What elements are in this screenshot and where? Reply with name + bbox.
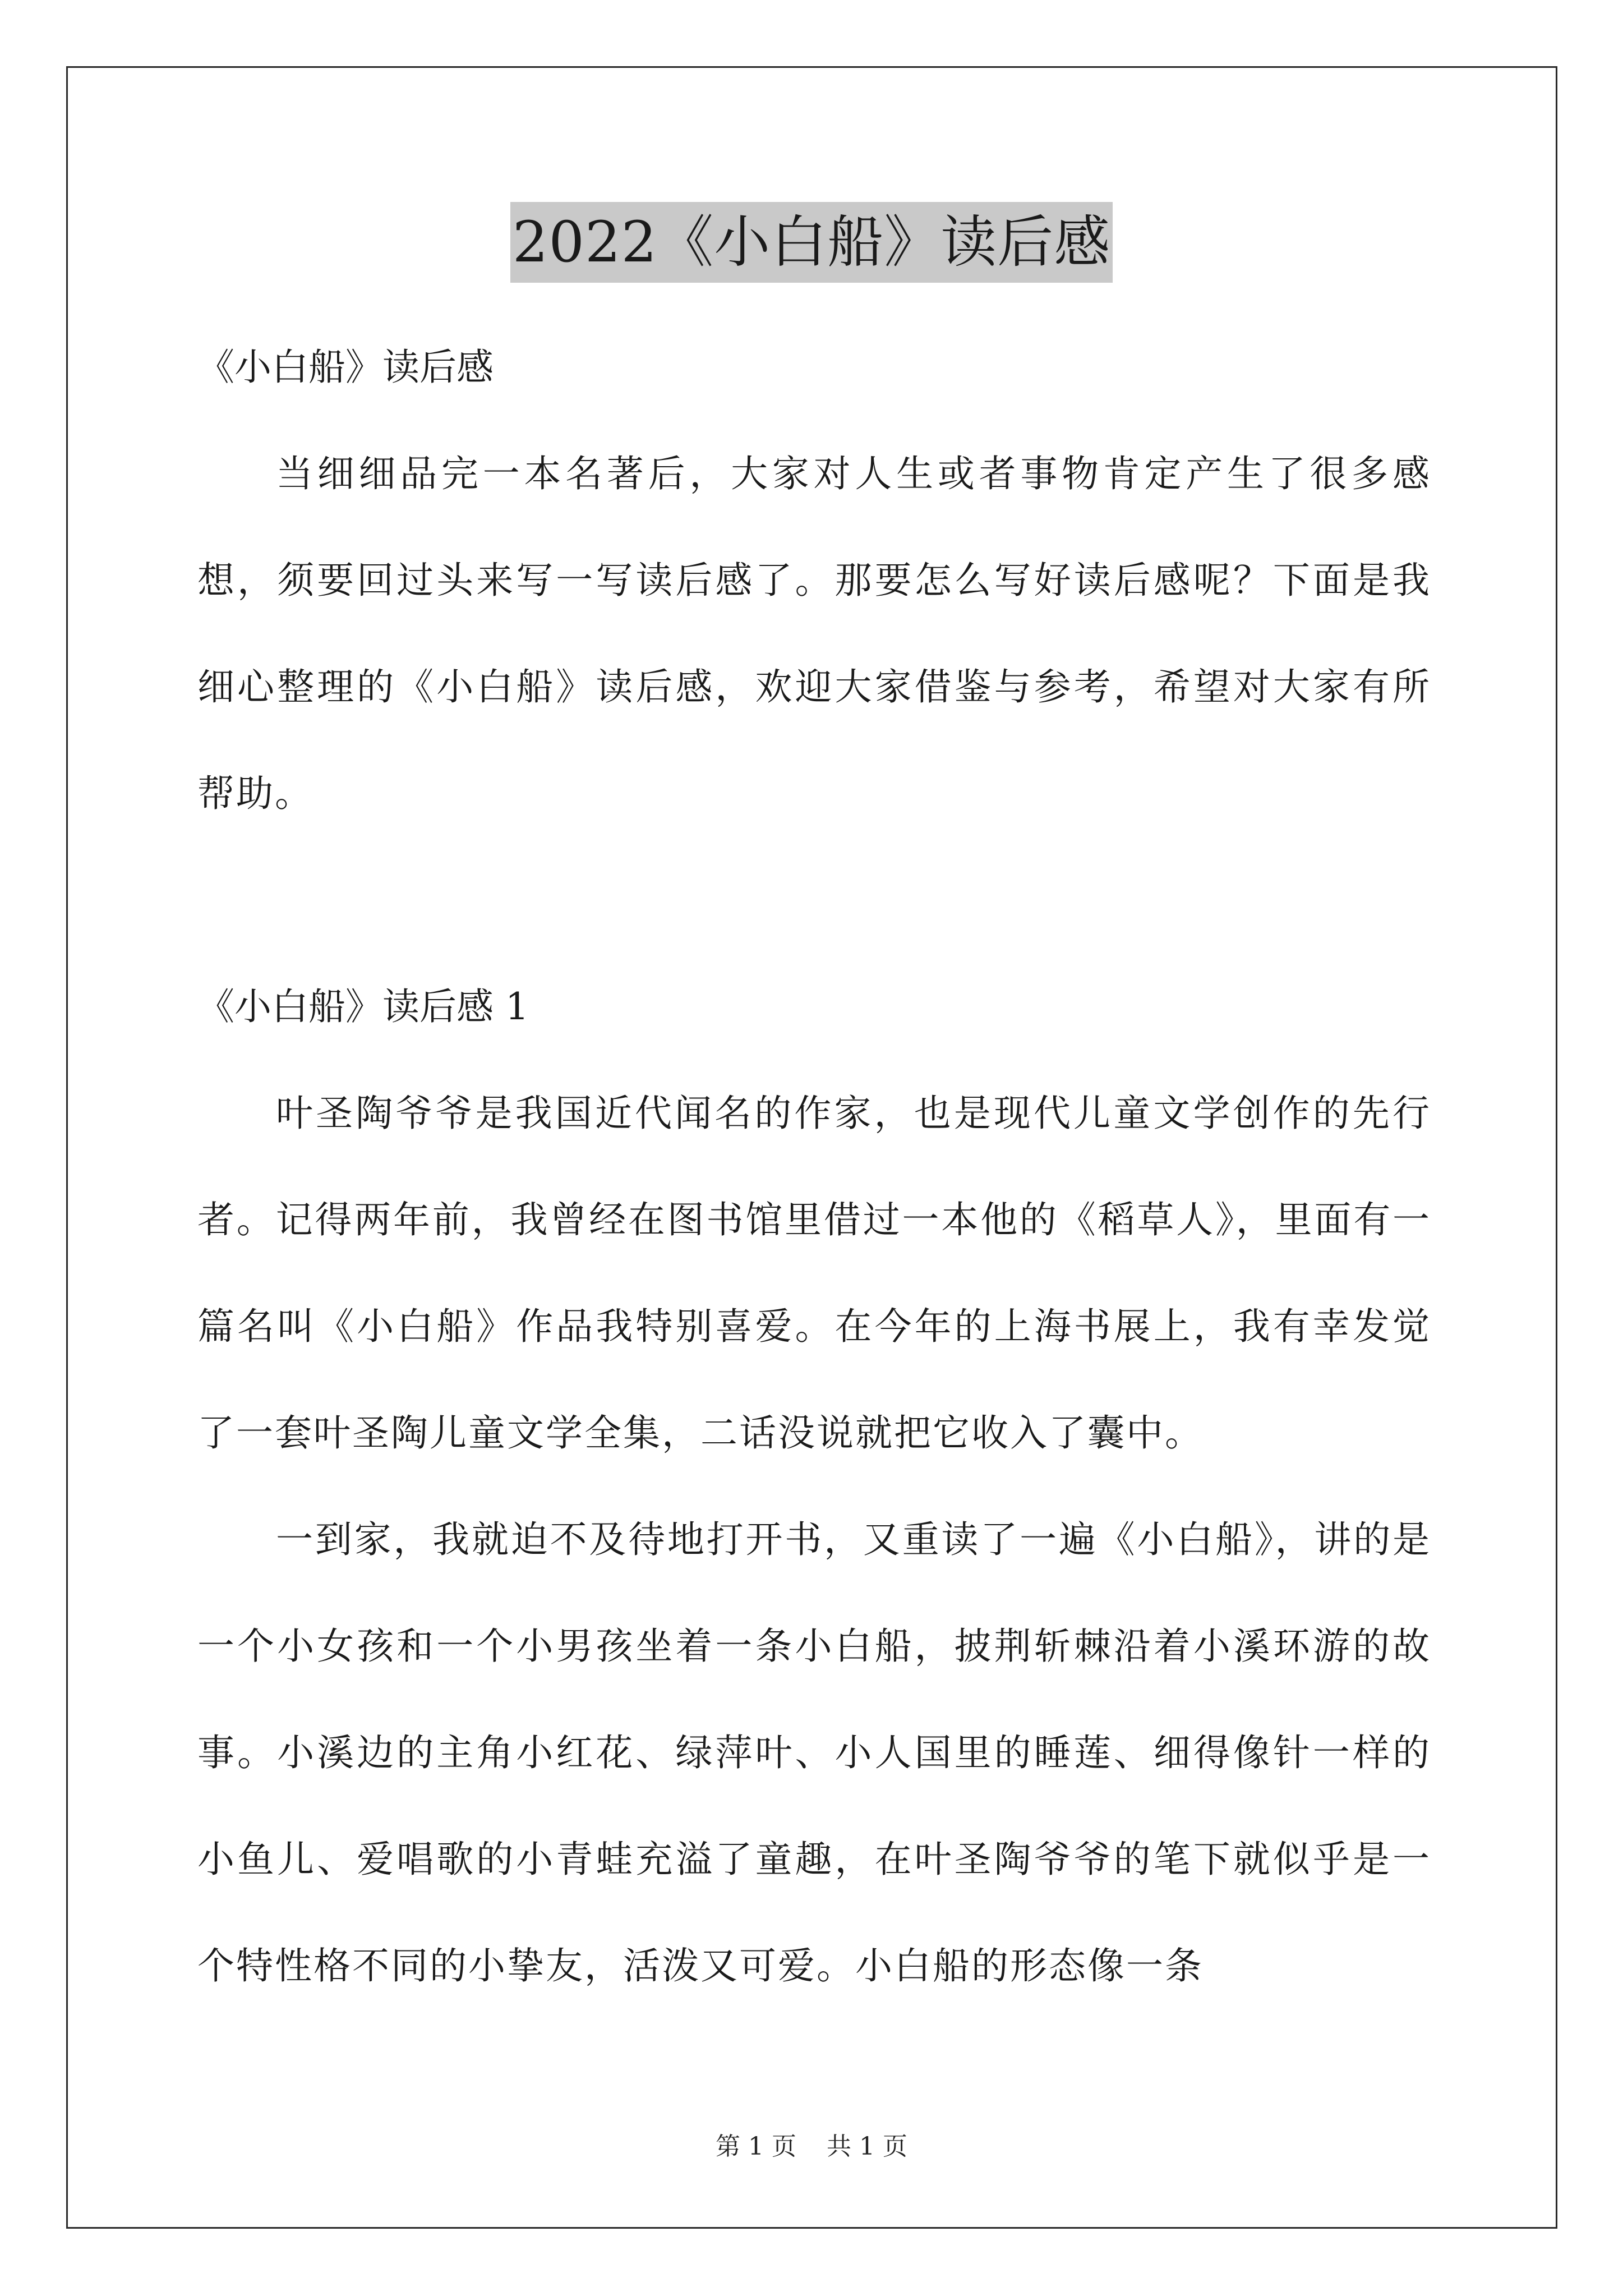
section1-paragraph-2: 一到家，我就迫不及待地打开书，又重读了一遍《小白船》，讲的是一个小女孩和一个小男孩坐着一条小白船，披荆斩棘沿着小溪环游的故事。小溪边的主角小红花、绿萍叶、小人国里的睡莲、细得像针一样的小鱼儿、爱唱歌的小青蛙充溢了童趣，在叶圣陶爷爷的笔下就似乎是一个特性格不同的小挚友，活泼又可爱。小白船的形态像一条 — [197, 1518, 1431, 1987]
section1-paragraph-1: 叶圣陶爷爷是我国近代闻名的作家，也是现代儿童文学创作的先行者。记得两年前，我曾经在图书馆里借过一本他的《稻草人》，里面有一篇名叫《小白船》作品我特别喜爱。在今年的上海书展上，我有幸发觉了一套叶圣陶儿童文学全集，二话没说就把它收入了囊中。 — [197, 1092, 1431, 1455]
document-body — [197, 314, 1431, 2019]
intro-heading: 《小白船》读后感 — [197, 346, 494, 389]
page-total: 共 1 页 — [827, 2132, 907, 2161]
document-title: 2022《小白船》读后感 — [510, 202, 1113, 283]
title-wrap — [0, 202, 1623, 283]
section-gap — [197, 847, 1431, 954]
section1-heading: 《小白船》读后感 1 — [197, 985, 529, 1028]
page-number: 第 1 页 — [716, 2132, 796, 2161]
intro-paragraph: 当细细品完一本名著后，大家对人生或者事物肯定产生了很多感想，须要回过头来写一写读后感了。那要怎么写好读后感呢？下面是我细心整理的《小白船》读后感，欢迎大家借鉴与参考，希望对大家有所帮助。 — [197, 452, 1431, 815]
page-footer — [0, 2126, 1623, 2162]
